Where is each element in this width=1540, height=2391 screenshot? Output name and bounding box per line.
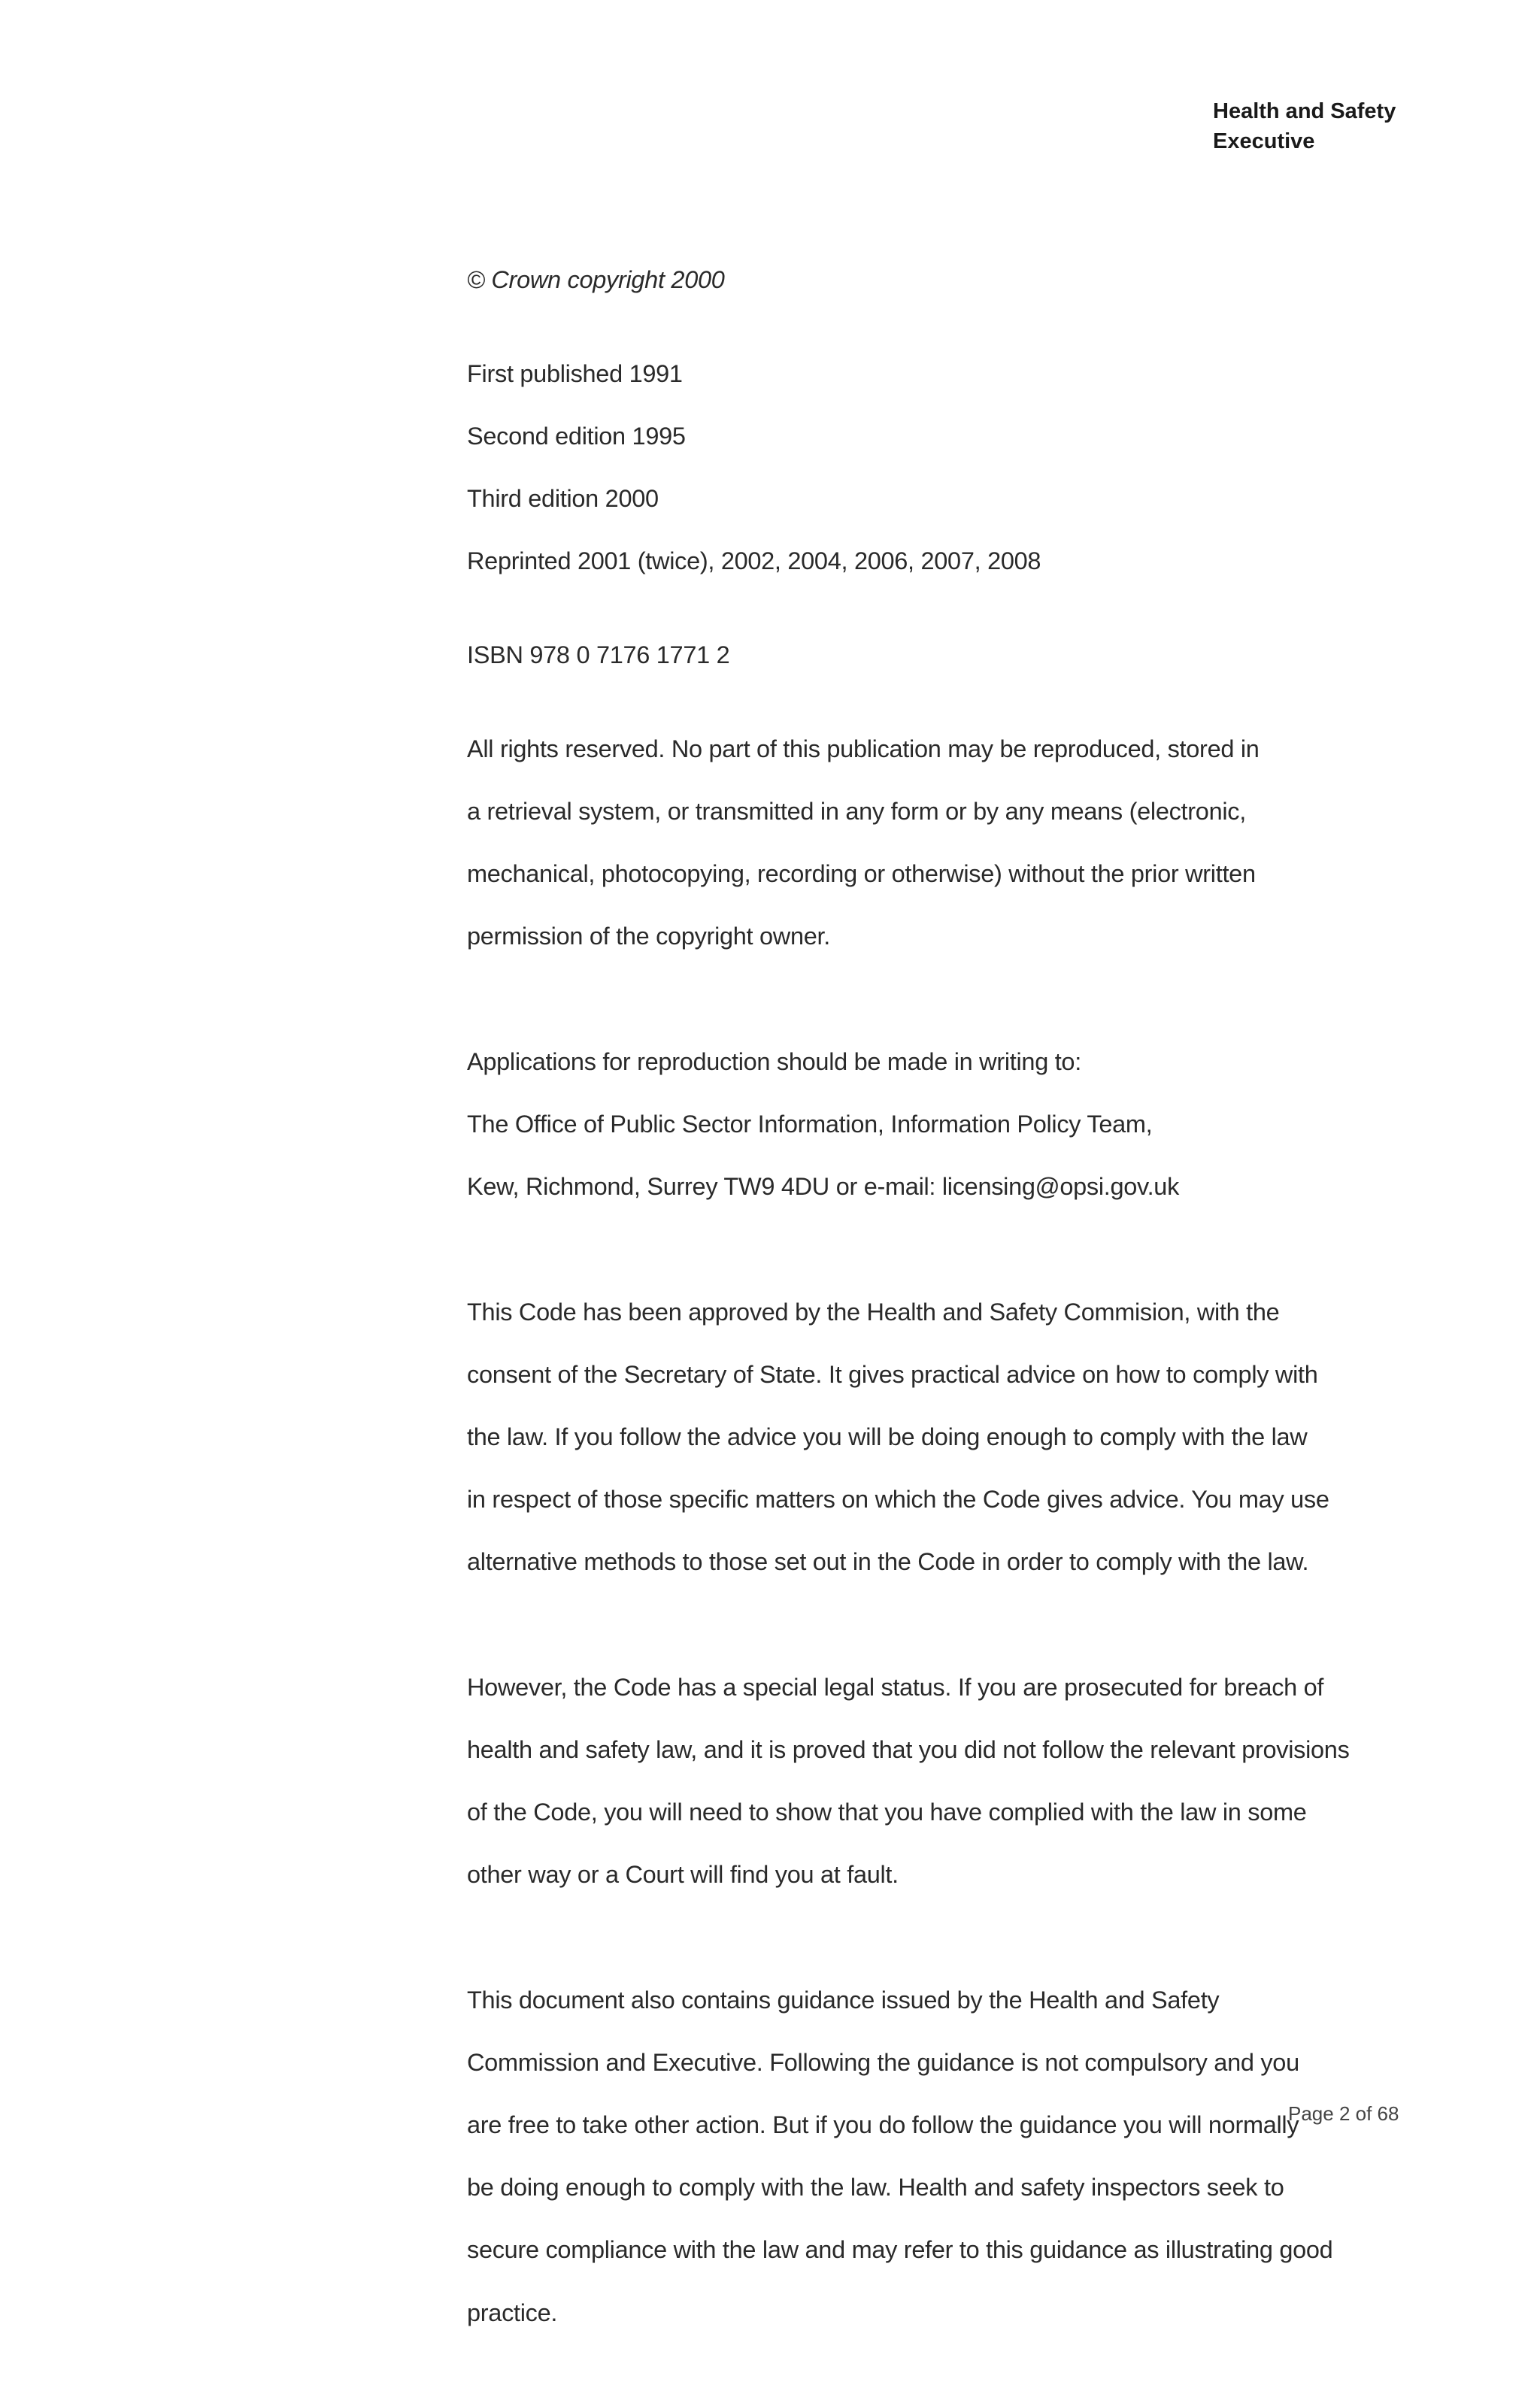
paragraph-line: permission of the copyright owner.: [467, 923, 830, 950]
paragraph-line: alternative methods to those set out in the Code in order to comply with the law.: [467, 1548, 1309, 1576]
edition-line: First published 1991: [467, 359, 683, 387]
paragraph-line: Kew, Richmond, Surrey TW9 4DU or e-mail: licensing@opsi.gov.uk: [467, 1173, 1180, 1201]
paragraph-line: of the Code, you will need to show that you have complied with the law in some: [467, 1799, 1307, 1826]
approval-paragraph: [467, 1265, 1445, 1610]
organisation-name-line-2: Executive: [1213, 129, 1315, 153]
paragraph-line: This document also contains guidance issued by the Health and Safety: [467, 1986, 1220, 2014]
paragraph-line: However, the Code has a special legal status. If you are prosecuted for breach of: [467, 1673, 1324, 1701]
guidance-paragraph: [467, 1953, 1445, 2360]
paragraph-line: This Code has been approved by the Health and Safety Commision, with the: [467, 1298, 1280, 1326]
paragraph-line: practice.: [467, 2299, 558, 2326]
applications-paragraph: [467, 1015, 1445, 1234]
edition-line: Reprinted 2001 (twice), 2002, 2004, 2006, 2007, 2008: [467, 547, 1041, 575]
edition-line: Third edition 2000: [467, 485, 659, 513]
paragraph-line: health and safety law, and it is proved that you did not follow the relevant provisions: [467, 1735, 1350, 1763]
paragraph-line: other way or a Court will find you at fault.: [467, 1861, 899, 1889]
copyright-notice: © Crown copyright 2000: [467, 266, 725, 293]
rights-paragraph: [467, 702, 1445, 983]
document-body: [467, 265, 1445, 2391]
paragraph-line: are free to take other action. But if you do follow the guidance you will normally: [467, 2111, 1299, 2139]
legal-status-paragraph: [467, 1641, 1445, 1922]
paragraph-line: mechanical, photocopying, recording or otherwise) without the prior written: [467, 860, 1256, 888]
paragraph-line: The Office of Public Sector Information, Information Policy Team,: [467, 1111, 1153, 1138]
page-number: Page 2 of 68: [1288, 2102, 1399, 2125]
paragraph-line: the law. If you follow the advice you will be doing enough to comply with the law: [467, 1423, 1308, 1450]
paragraph-line: consent of the Secretary of State. It gives practical advice on how to comply with: [467, 1360, 1318, 1388]
edition-history: [467, 327, 1445, 608]
paragraph-line: in respect of those specific matters on which the Code gives advice. You may use: [467, 1486, 1329, 1514]
paragraph-line: Commission and Executive. Following the guidance is not compulsory and you: [467, 2048, 1299, 2076]
organisation-name-line-1: Health and Safety: [1213, 99, 1396, 123]
organisation-header: [1213, 96, 1396, 156]
edition-line: Second edition 1995: [467, 422, 686, 450]
isbn: ISBN 978 0 7176 1771 2: [467, 641, 730, 669]
paragraph-line: secure compliance with the law and may refer to this guidance as illustrating good: [467, 2236, 1333, 2264]
paragraph-line: All rights reserved. No part of this publication may be reproduced, stored in: [467, 735, 1260, 762]
paragraph-line: be doing enough to comply with the law. Health and safety inspectors seek to: [467, 2174, 1284, 2202]
paragraph-line: Applications for reproduction should be made in writing to:: [467, 1047, 1081, 1075]
paragraph-line: a retrieval system, or transmitted in any form or by any means (electronic,: [467, 798, 1246, 826]
